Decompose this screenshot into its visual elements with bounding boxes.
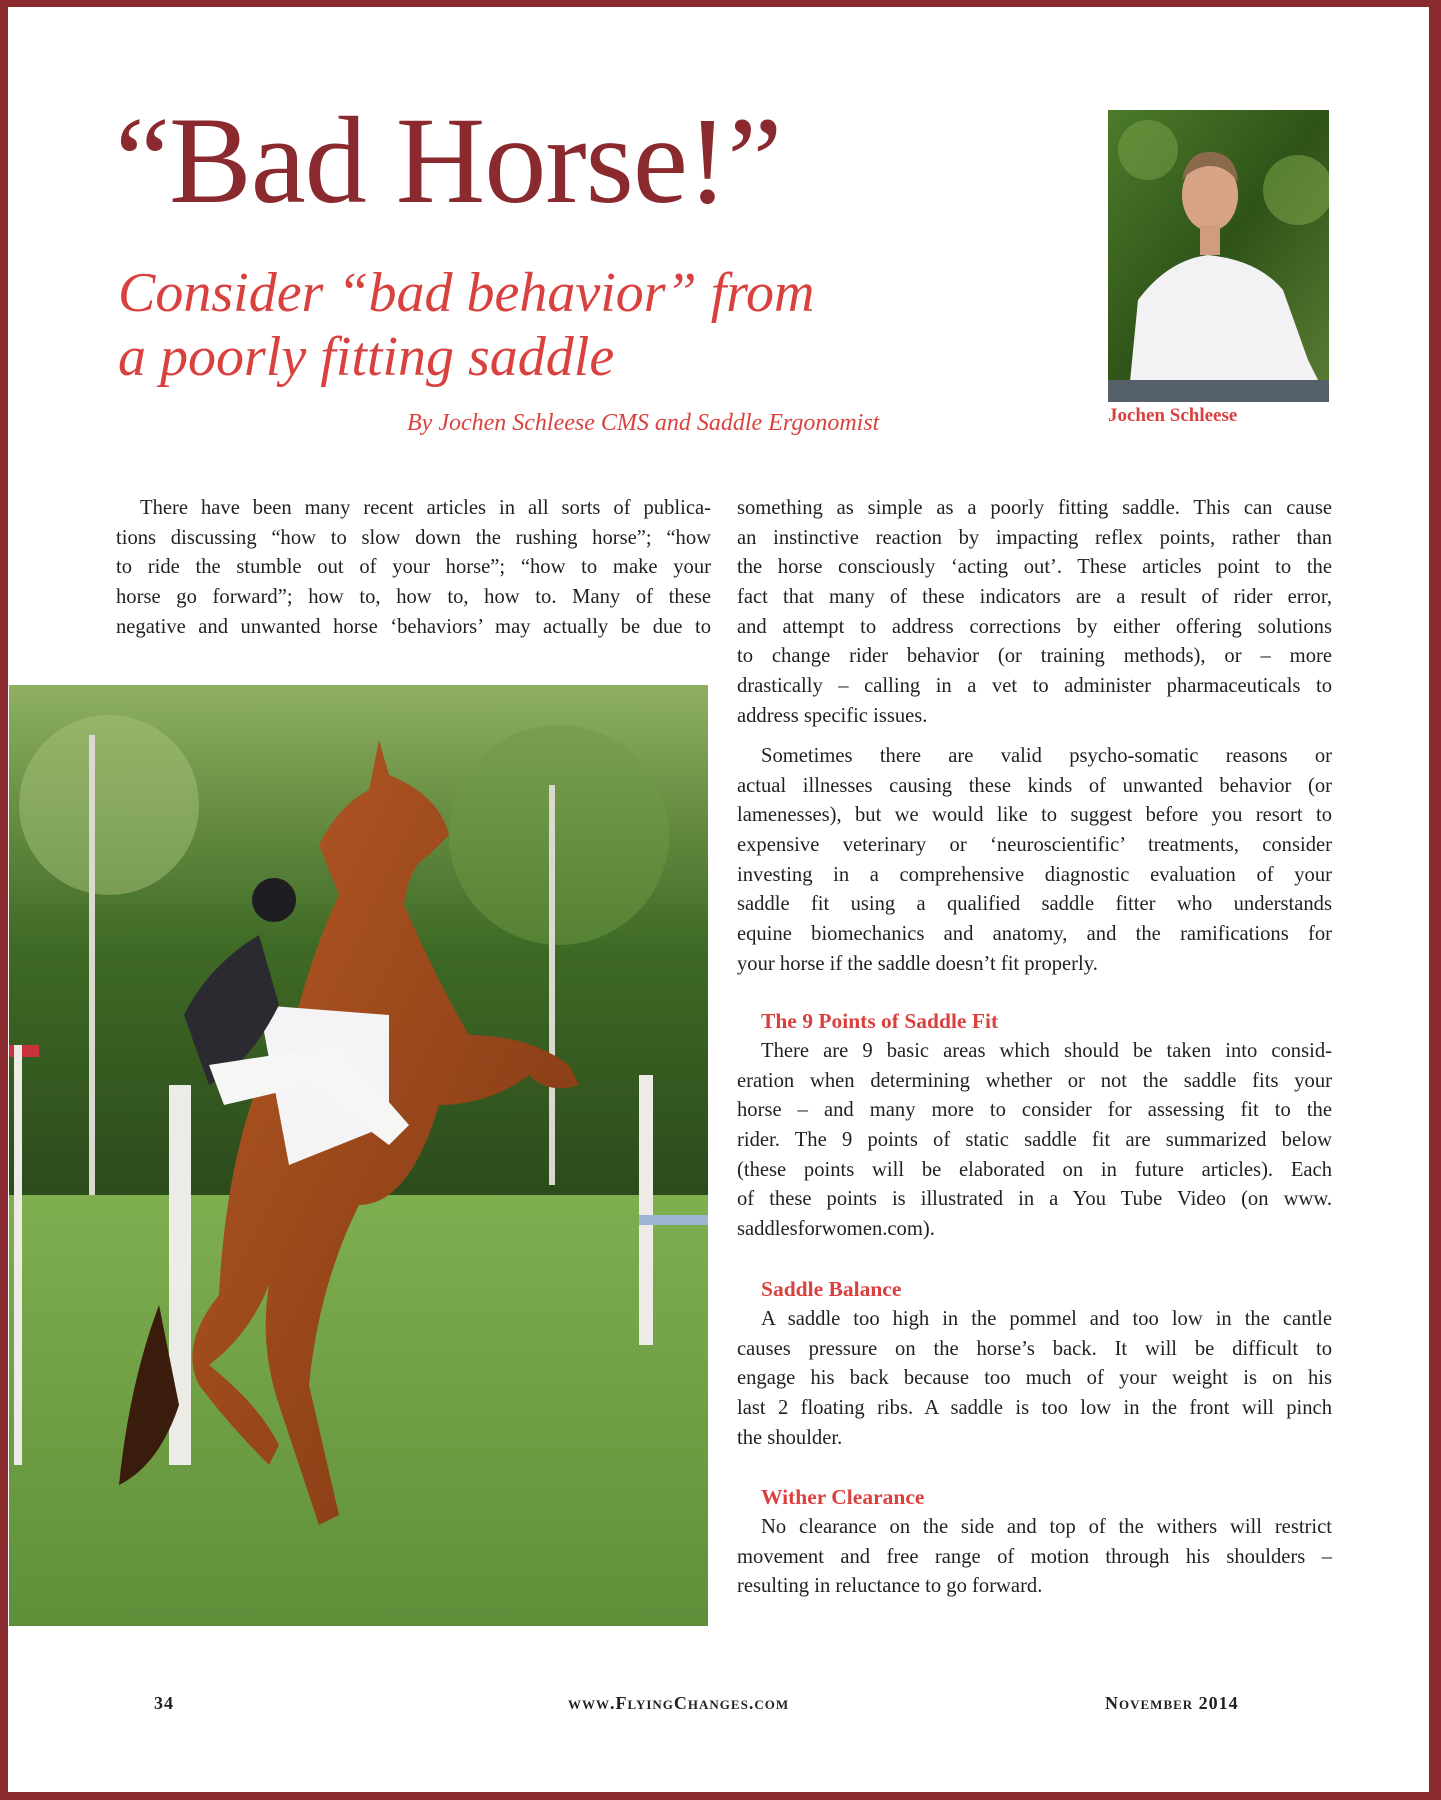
text-line: horse go forward”; how to, how to, how to. Many of these <box>116 586 711 609</box>
text-line: causes pressure on the horse’s back. It will be difficult to <box>737 1337 1332 1360</box>
text-line: A saddle too high in the pommel and too low in the cantle <box>761 1308 1332 1330</box>
text-line: eration when determining whether or not the saddle fits your <box>737 1069 1332 1092</box>
article-subtitle-line-1: Consider “bad behavior” from <box>118 262 815 324</box>
text-line: There are 9 basic areas which should be taken into consid- <box>761 1040 1332 1062</box>
text-line: to change rider behavior (or training methods), or – more <box>737 645 1332 668</box>
text-line: expensive veterinary or ‘neuroscientific’ treatments, consider <box>737 834 1332 857</box>
text-line: last 2 floating ribs. A saddle is too low in the front will pinch <box>737 1397 1332 1420</box>
text-line: of these points is illustrated in a You Tube Video (on www. <box>737 1188 1332 1211</box>
text-line: No clearance on the side and top of the withers will restrict <box>761 1516 1332 1538</box>
author-photo <box>1108 110 1329 402</box>
magazine-page <box>8 7 1429 1792</box>
rearing-horse-photo <box>9 685 708 1626</box>
text-line: investing in a comprehensive diagnostic evaluation of your <box>737 863 1332 886</box>
intro-paragraph <box>116 494 711 642</box>
text-line: something as simple as a poorly fitting saddle. This can cause <box>737 497 1332 519</box>
text-line: to ride the stumble out of your horse”; “how to make your <box>116 556 711 579</box>
text-line: the shoulder. <box>737 1426 843 1449</box>
section-heading-saddle-fit-points: The 9 Points of Saddle Fit <box>761 1009 999 1033</box>
text-line: address specific issues. <box>737 704 928 727</box>
text-line: your horse if the saddle doesn’t fit properly. <box>737 952 1098 975</box>
text-line: engage his back because too much of your weight is on his <box>737 1367 1332 1390</box>
article-title: “Bad Horse!” <box>115 92 782 229</box>
page-number: 34 <box>154 1693 174 1713</box>
text-line: saddlesforwomen.com). <box>737 1218 935 1241</box>
text-line: resulting in reluctance to go forward. <box>737 1575 1043 1598</box>
text-line: negative and unwanted horse ‘behaviors’ may actually be due to <box>116 615 711 638</box>
text-line: drastically – calling in a vet to administer pharmaceuticals to <box>737 675 1332 698</box>
text-line: saddle fit using a qualified saddle fitter who understands <box>737 893 1332 916</box>
footer-website: www.FlyingChanges.com <box>568 1693 790 1713</box>
text-line: fact that many of these indicators are a result of rider error, <box>737 586 1332 609</box>
paragraph-2 <box>737 742 1332 980</box>
text-line: There have been many recent articles in all sorts of publica- <box>140 497 711 519</box>
section-heading-saddle-balance: Saddle Balance <box>761 1277 902 1301</box>
author-photo-caption: Jochen Schleese <box>1108 405 1238 426</box>
text-line: horse – and many more to consider for assessing fit to the <box>737 1099 1332 1122</box>
text-line: the horse consciously ‘acting out’. These articles point to the <box>737 556 1332 579</box>
section-paragraph-saddle-fit-points <box>737 1037 1332 1245</box>
text-line: (these points will be elaborated on in future articles). Each <box>737 1158 1332 1181</box>
text-line: equine biomechanics and anatomy, and the ramifications for <box>737 923 1332 946</box>
section-paragraph-wither-clearance <box>737 1513 1332 1602</box>
article-subtitle-line-2: a poorly fitting saddle <box>118 326 615 388</box>
text-line: rider. The 9 points of static saddle fit are summarized below <box>737 1129 1332 1152</box>
intro-paragraph-continued <box>737 494 1332 732</box>
text-line: Sometimes there are valid psycho-somatic reasons or <box>761 745 1332 767</box>
section-paragraph-saddle-balance <box>737 1305 1332 1453</box>
text-line: and attempt to address corrections by either offering solutions <box>737 615 1332 638</box>
text-line: actual illnesses causing these kinds of unwanted behavior (or <box>737 774 1332 797</box>
section-heading-wither-clearance: Wither Clearance <box>761 1485 925 1509</box>
text-line: an instinctive reaction by impacting reflex points, rather than <box>737 526 1332 549</box>
text-line: movement and free range of motion through his shoulders – <box>737 1545 1332 1568</box>
byline: By Jochen Schleese CMS and Saddle Ergonomist <box>407 410 880 436</box>
footer-issue-date: November 2014 <box>1105 1693 1239 1713</box>
text-line: lamenesses), but we would like to suggest before you resort to <box>737 804 1332 827</box>
text-line: tions discussing “how to slow down the rushing horse”; “how <box>116 526 711 549</box>
